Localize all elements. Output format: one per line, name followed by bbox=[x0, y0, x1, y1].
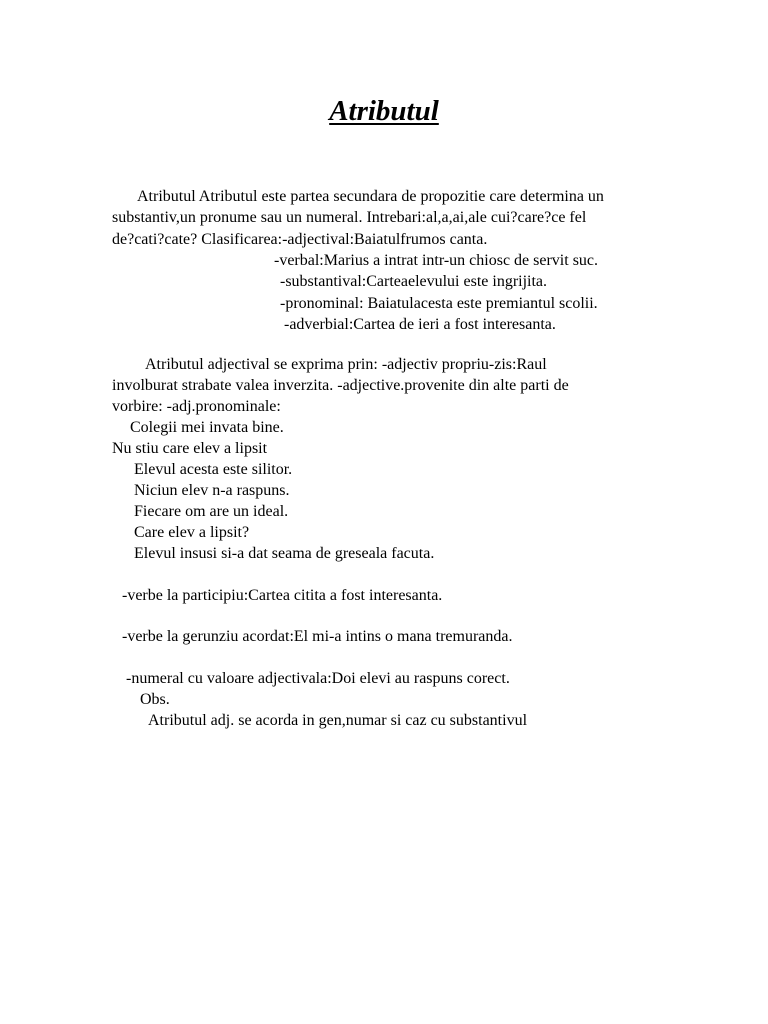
page-title: Atributul bbox=[329, 95, 439, 127]
text-line: Fiecare om are un ideal. bbox=[134, 503, 289, 520]
text-line: involburat strabate valea inverzita. -adjective.provenite din alte parti de bbox=[112, 377, 569, 394]
text-line: Nu stiu care elev a lipsit bbox=[112, 440, 268, 457]
text-line: -verbe la participiu:Cartea citita a fost interesanta. bbox=[122, 587, 443, 604]
text-line: -verbal:Marius a intrat intr-un chiosc de servit suc. bbox=[274, 252, 599, 269]
text-line: Atributul adj. se acorda in gen,numar si caz cu substantivul bbox=[148, 712, 528, 729]
text-line: -adverbial:Cartea de ieri a fost interesanta. bbox=[284, 316, 556, 333]
text-line: Care elev a lipsit? bbox=[134, 524, 250, 541]
text-line: de?cati?cate? Clasificarea:-adjectival:Baiatulfrumos canta. bbox=[112, 231, 488, 248]
text-line: Elevul insusi si-a dat seama de greseala facuta. bbox=[134, 545, 435, 562]
text-line: Colegii mei invata bine. bbox=[130, 419, 284, 436]
text-line: -verbe la gerunziu acordat:El mi-a intins o mana tremuranda. bbox=[122, 628, 513, 645]
text-line: Atributul adjectival se exprima prin: -adjectiv propriu-zis:Raul bbox=[145, 356, 547, 373]
text-line: substantiv,un pronume sau un numeral. Intrebari:al,a,ai,ale cui?care?ce fel bbox=[112, 209, 587, 226]
text-line: Atributul Atributul este partea secundara de propozitie care determina un bbox=[137, 188, 604, 205]
text-line: Obs. bbox=[140, 691, 170, 708]
text-line: -substantival:Carteaelevului este ingrijita. bbox=[280, 273, 548, 290]
text-line: -pronominal: Baiatulacesta este premiantul scolii. bbox=[280, 295, 598, 312]
text-line: Niciun elev n-a raspuns. bbox=[134, 482, 290, 499]
text-line: Elevul acesta este silitor. bbox=[134, 461, 293, 478]
text-line: -numeral cu valoare adjectivala:Doi elevi au raspuns corect. bbox=[126, 670, 510, 687]
text-line: vorbire: -adj.pronominale: bbox=[112, 398, 281, 415]
